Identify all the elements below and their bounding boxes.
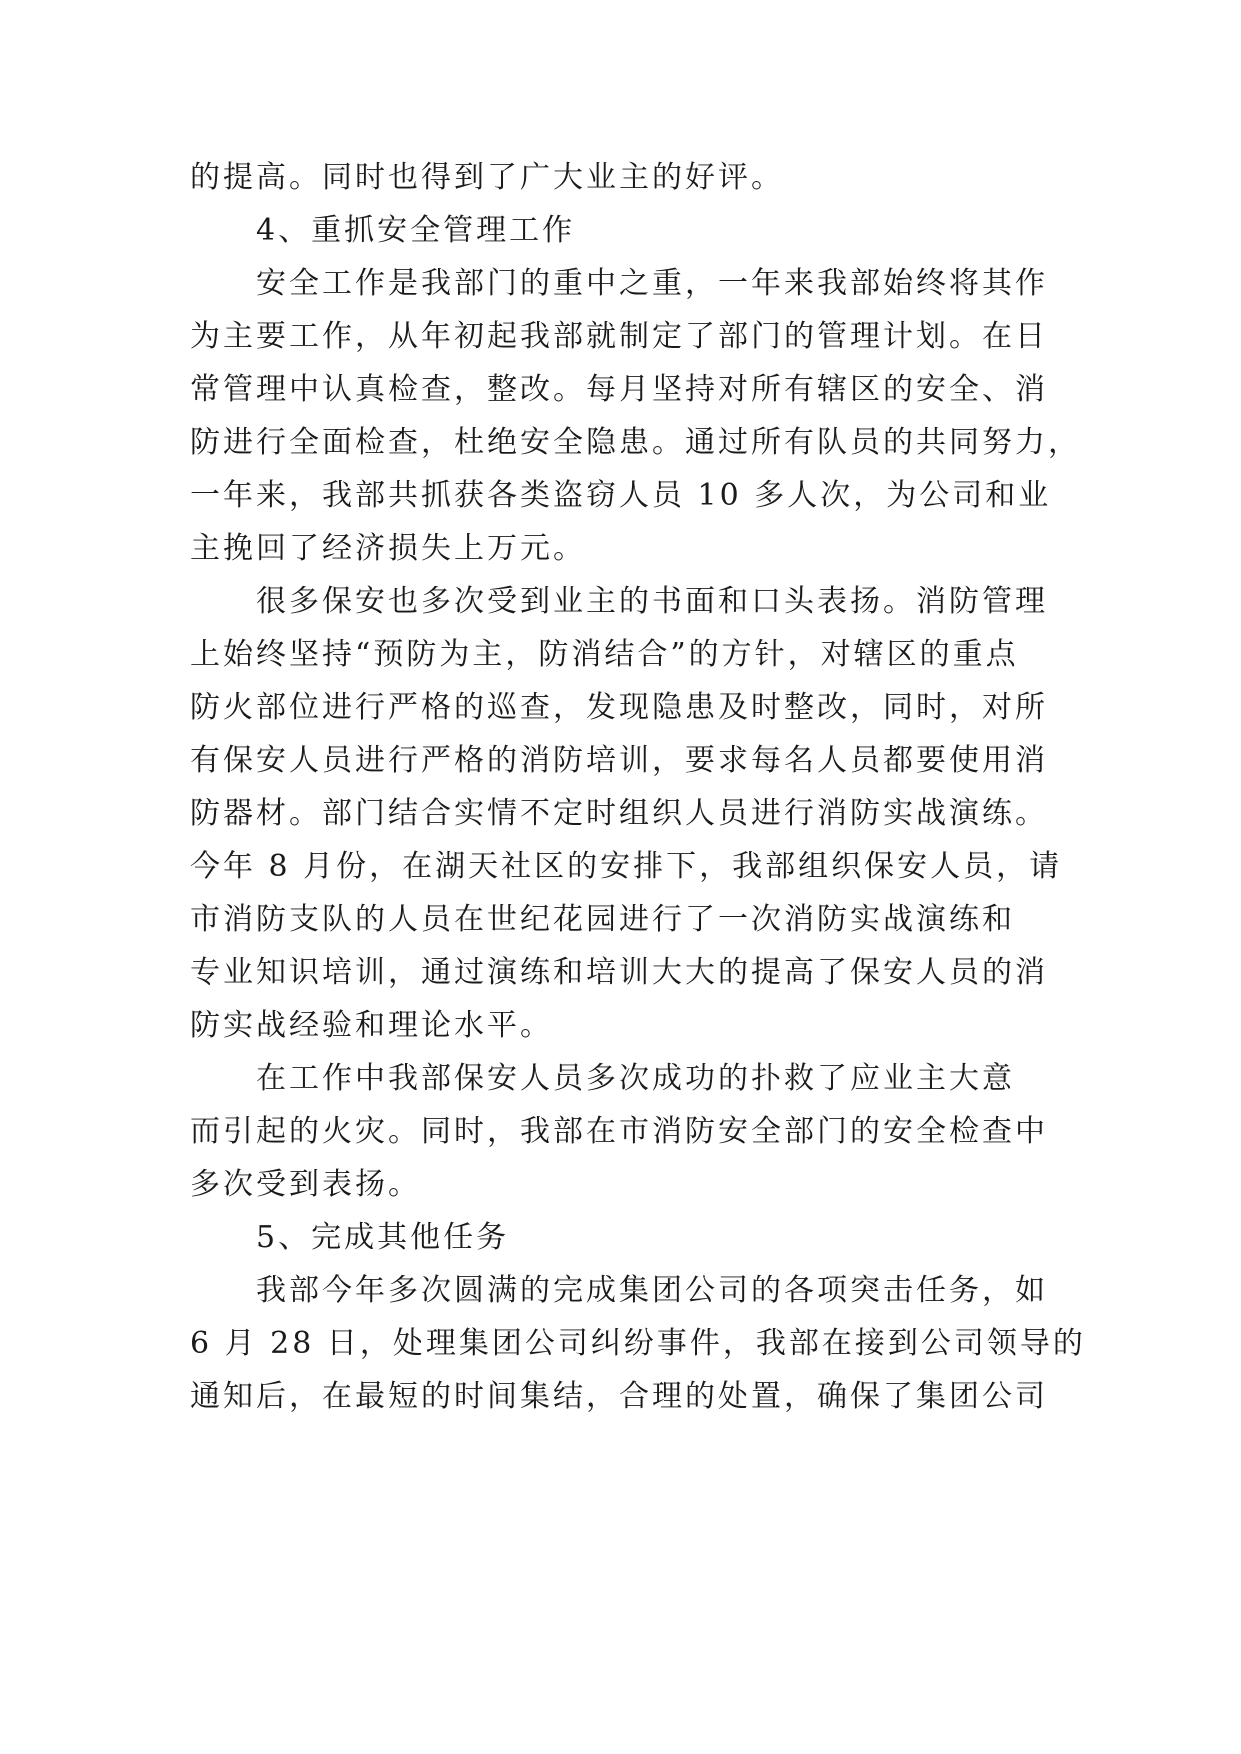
text-line: 主挽回了经济损失上万元。 (190, 531, 586, 566)
text-line: 上始终坚持“预防为主，防消结合”的方针，对辖区的重点 (190, 637, 1019, 672)
text-line: 为主要工作，从年初起我部就制定了部门的管理计划。在日 (190, 319, 1048, 354)
text-line: 在工作中我部保安人员多次成功的扑救了应业主大意 (256, 1061, 1015, 1096)
text-line: 安全工作是我部门的重中之重，一年来我部始终将其作 (256, 266, 1048, 301)
text-line: 防器材。部门结合实情不定时组织人员进行消防实战演练。 (190, 796, 1048, 831)
text-line: 市消防支队的人员在世纪花园进行了一次消防实战演练和 (190, 902, 1015, 937)
text-line: 专业知识培训，通过演练和培训大大的提高了保安人员的消 (190, 955, 1048, 990)
text-line: 的提高。同时也得到了广大业主的好评。 (190, 160, 784, 195)
text-line: 防进行全面检查，杜绝安全隐患。通过所有队员的共同努力， (190, 425, 1081, 460)
text-line: 多次受到表扬。 (190, 1167, 421, 1202)
text-line: 一年来，我部共抓获各类盗窃人员 10 多人次，为公司和业 (190, 478, 1052, 513)
section-heading: 5、完成其他任务 (256, 1220, 510, 1255)
text-line: 常管理中认真检查，整改。每月坚持对所有辖区的安全、消 (190, 372, 1048, 407)
section-heading: 4、重抓安全管理工作 (256, 213, 576, 248)
text-line: 通知后，在最短的时间集结，合理的处置，确保了集团公司 (190, 1379, 1048, 1414)
text-line: 我部今年多次圆满的完成集团公司的各项突击任务，如 (256, 1273, 1048, 1308)
text-line: 而引起的火灾。同时，我部在市消防安全部门的安全检查中 (190, 1114, 1048, 1149)
text-line: 6 月 28 日，处理集团公司纠纷事件，我部在接到公司领导的 (190, 1326, 1086, 1361)
text-line: 很多保安也多次受到业主的书面和口头表扬。消防管理 (256, 584, 1048, 619)
text-line: 今年 8 月份，在湖天社区的安排下，我部组织保安人员，请 (190, 849, 1063, 884)
text-line: 防火部位进行严格的巡查，发现隐患及时整改，同时，对所 (190, 690, 1048, 725)
text-line: 有保安人员进行严格的消防培训，要求每名人员都要使用消 (190, 743, 1048, 778)
text-line: 防实战经验和理论水平。 (190, 1008, 553, 1043)
